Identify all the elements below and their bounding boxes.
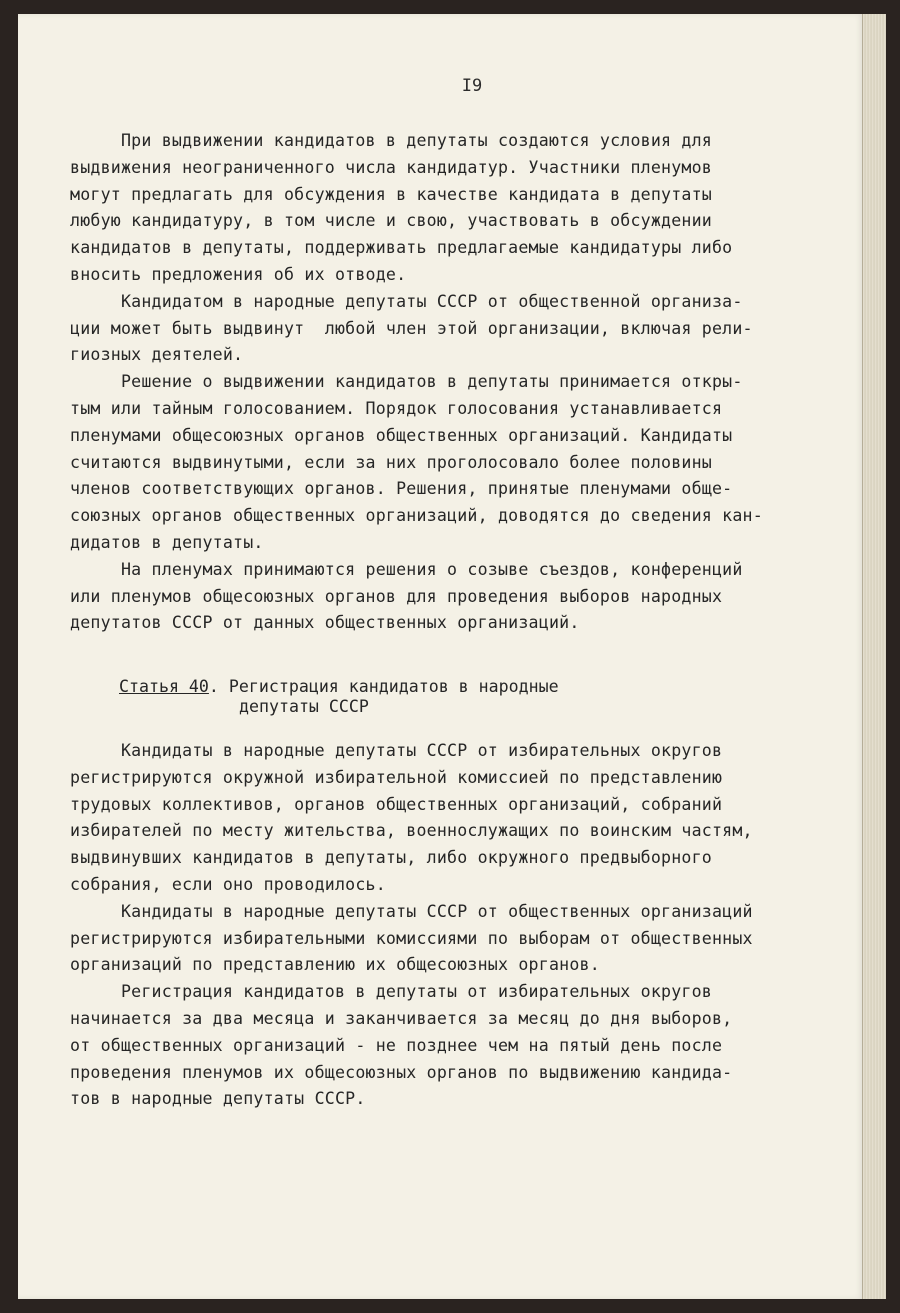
text-line: или пленумов общесоюзных органов для проведения выборов народных	[70, 586, 723, 606]
text-line: Решение о выдвижении кандидатов в депутаты принимается откры-	[70, 372, 743, 392]
text-line: трудовых коллективов, органов общественных организаций, собраний	[70, 794, 723, 814]
paragraph-block-2	[70, 738, 810, 1113]
text-line: считаются выдвинутыми, если за них проголосовало более половины	[70, 452, 712, 472]
text-line: выдвижения неограниченного числа кандидатур. Участники пленумов	[70, 157, 712, 177]
text-line: При выдвижении кандидатов в депутаты создаются условия для	[70, 131, 712, 150]
text-line: Кандидатом в народные депутаты СССР от общественной организа-	[70, 291, 743, 311]
paragraph-block-1	[70, 128, 810, 637]
text-line: дидатов в депутаты.	[70, 532, 264, 552]
text-line: депутатов СССР от данных общественных организаций.	[70, 613, 580, 633]
article-heading	[119, 677, 559, 717]
text-line: тов в народные депутаты СССР.	[70, 1089, 366, 1109]
article-number: Статья 40	[119, 677, 209, 696]
text-line: Кандидаты в народные депутаты СССР от общественных организаций	[70, 901, 753, 921]
text-line: союзных органов общественных организаций, доводятся до сведения кан-	[70, 506, 763, 526]
text-line: выдвинувших кандидатов в депутаты, либо окружного предвыборного	[70, 848, 712, 868]
text-line: тым или тайным голосованием. Порядок голосования устанавливается	[70, 398, 723, 418]
text-line: любую кандидатуру, в том числе и свою, участвовать в обсуждении	[70, 211, 712, 231]
text-line: гиозных деятелей.	[70, 345, 244, 365]
text-line: ции может быть выдвинут любой член этой организации, включая рели-	[70, 318, 753, 338]
page-number: I9	[461, 76, 483, 96]
text-line: членов соответствующих органов. Решения, принятые пленумами обще-	[70, 479, 733, 499]
text-line: На пленумах принимаются решения о созыве съездов, конференций	[70, 559, 743, 579]
text-line: регистрируются избирательными комиссиями по выборам от общественных	[70, 928, 753, 948]
text-line: организаций по представлению их общесоюзных органов.	[70, 955, 600, 975]
text-line: пленумами общесоюзных органов общественных организаций. Кандидаты	[70, 425, 733, 445]
text-line: вносить предложения об их отводе.	[70, 264, 407, 284]
text-line: кандидатов в депутаты, поддерживать предлагаемые кандидатуры либо	[70, 238, 733, 258]
text-line: начинается за два месяца и заканчивается за месяц до дня выборов,	[70, 1008, 733, 1028]
text-line: собрания, если оно проводилось.	[70, 874, 386, 894]
text-line: проведения пленумов их общесоюзных органов по выдвижению кандида-	[70, 1062, 733, 1082]
background-edge	[886, 0, 900, 1313]
page-edge	[862, 14, 887, 1299]
article-title-line-2: депутаты СССР	[239, 697, 369, 716]
text-line: Кандидаты в народные депутаты СССР от избирательных округов	[70, 741, 723, 760]
article-title-line-1: . Регистрация кандидатов в народные	[208, 677, 559, 696]
text-line: регистрируются окружной избирательной комиссией по представлению	[70, 767, 723, 787]
text-line: могут предлагать для обсуждения в качестве кандидата в депутаты	[70, 184, 712, 204]
text-line: избирателей по месту жительства, военнослужащих по воинским частям,	[70, 821, 753, 841]
text-line: Регистрация кандидатов в депутаты от избирательных округов	[70, 982, 712, 1002]
text-line: от общественных организаций - не позднее чем на пятый день после	[70, 1035, 723, 1055]
